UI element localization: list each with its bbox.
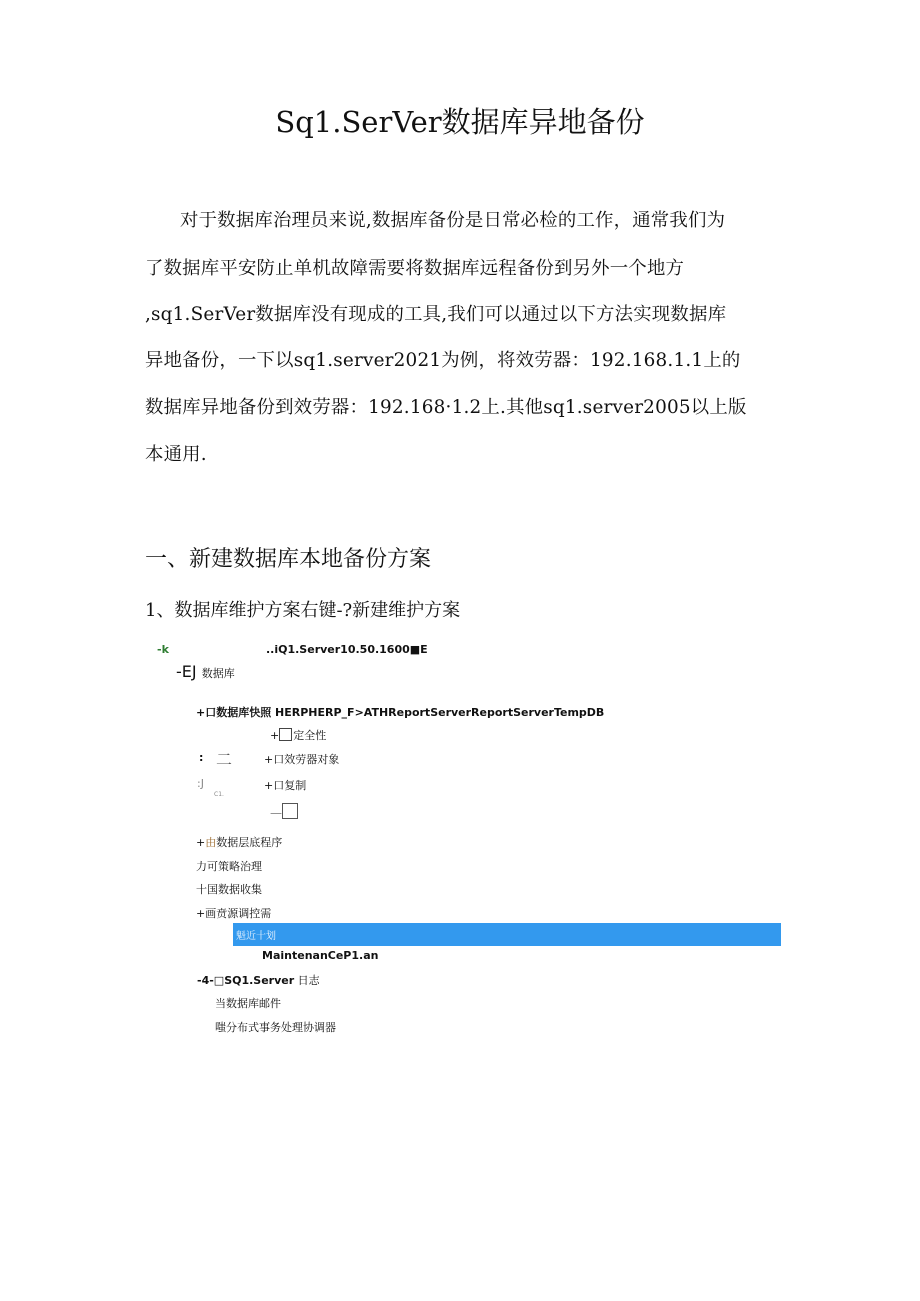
folder-icon xyxy=(279,728,292,741)
databases-collapse-icon[interactable]: -EJ xyxy=(176,662,197,681)
data-tier-expand-icon[interactable]: + xyxy=(196,836,206,849)
collapse-dash-icon: — xyxy=(270,806,282,820)
server-expand-icon[interactable]: -k xyxy=(157,643,169,656)
tree-row-policy-management[interactable]: 力可策略治理 xyxy=(196,860,262,873)
maintenance-plans-label: 魁近十划 xyxy=(236,931,276,942)
paragraph-line: 了数据库平安防止单机故障需要将数据库远程备份到另外一个地方 xyxy=(145,258,685,279)
data-tier-label: 数据层底程序 xyxy=(216,836,283,849)
security-expand-icon[interactable]: + xyxy=(270,729,280,742)
server-name[interactable]: ..iQ1.Server10.50.1600■E xyxy=(266,643,428,656)
tree-row-server-objects[interactable]: +口效劳器对象 xyxy=(264,753,340,766)
sql-logs-label: 日志 xyxy=(297,974,320,987)
folder-icon xyxy=(282,803,298,819)
tree-row-data-tier-apps[interactable] xyxy=(196,834,282,850)
sql-logs-bold-label: SQ1.Server xyxy=(224,974,295,987)
tree-row-maintenance-plans-selected[interactable] xyxy=(233,923,781,946)
security-label: 定全性 xyxy=(293,729,327,742)
tree-row-database-mail[interactable]: 当数据库邮件 xyxy=(215,997,281,1010)
server-objects-marker: : xyxy=(199,751,204,764)
data-tier-folder-icon: 由 xyxy=(205,836,217,849)
paragraph-line: 异地备份，一下以sq1.server2021为例，将效劳器：192.168.1.1上的 xyxy=(145,350,741,371)
paragraph-line: 数据库异地备份到效劳器：192.168·1.2上.其他sq1.server2005以上版 xyxy=(145,397,747,418)
tree-row-server[interactable] xyxy=(157,643,169,656)
replication-marker: :J xyxy=(197,777,204,790)
paragraph-line: 对于数据库治理员来说,数据库备份是日常必检的工作，通常我们为 xyxy=(180,210,726,231)
paragraph-line: 本通用. xyxy=(145,444,207,465)
db-snapshots-label: +口数据库快照 HERPHERP_F>ATHReportServerReportServerTempDB xyxy=(196,706,605,719)
tree-row-dtc[interactable]: 嗤分布式事务处理协调器 xyxy=(215,1021,336,1034)
collapsed-row[interactable] xyxy=(270,803,299,820)
tree-row-sql-server-logs[interactable] xyxy=(197,972,320,988)
tree-row-db-snapshots[interactable] xyxy=(196,704,604,720)
tree-row-security[interactable] xyxy=(270,727,326,743)
step-heading: 1、数据库维护方案右键-?新建维护方案 xyxy=(145,600,461,621)
tree-row-resource-governor[interactable]: +画贲源调控需 xyxy=(196,907,272,920)
server-objects-line-icon: 二 xyxy=(216,750,233,769)
paragraph-line: ,sq1.SerVer数据库没有现成的工具,我们可以通过以下方法实现数据库 xyxy=(145,304,727,325)
tree-row-databases[interactable] xyxy=(176,662,235,681)
sql-logs-expand-icon[interactable]: -4-□ xyxy=(197,974,225,987)
tree-row-replication[interactable]: +口复制 xyxy=(264,779,307,792)
page-title: Sq1.SerVer数据库异地备份 xyxy=(275,105,645,139)
replication-sub-marker: C1. xyxy=(214,791,224,798)
tree-row-data-collection[interactable]: 十国数据收集 xyxy=(196,883,262,896)
tree-row-maintenance-plan[interactable]: MaintenanCeP1.an xyxy=(262,949,379,962)
section-heading: 一、新建数据库本地备份方案 xyxy=(145,547,432,572)
databases-label: 数据库 xyxy=(201,667,235,680)
